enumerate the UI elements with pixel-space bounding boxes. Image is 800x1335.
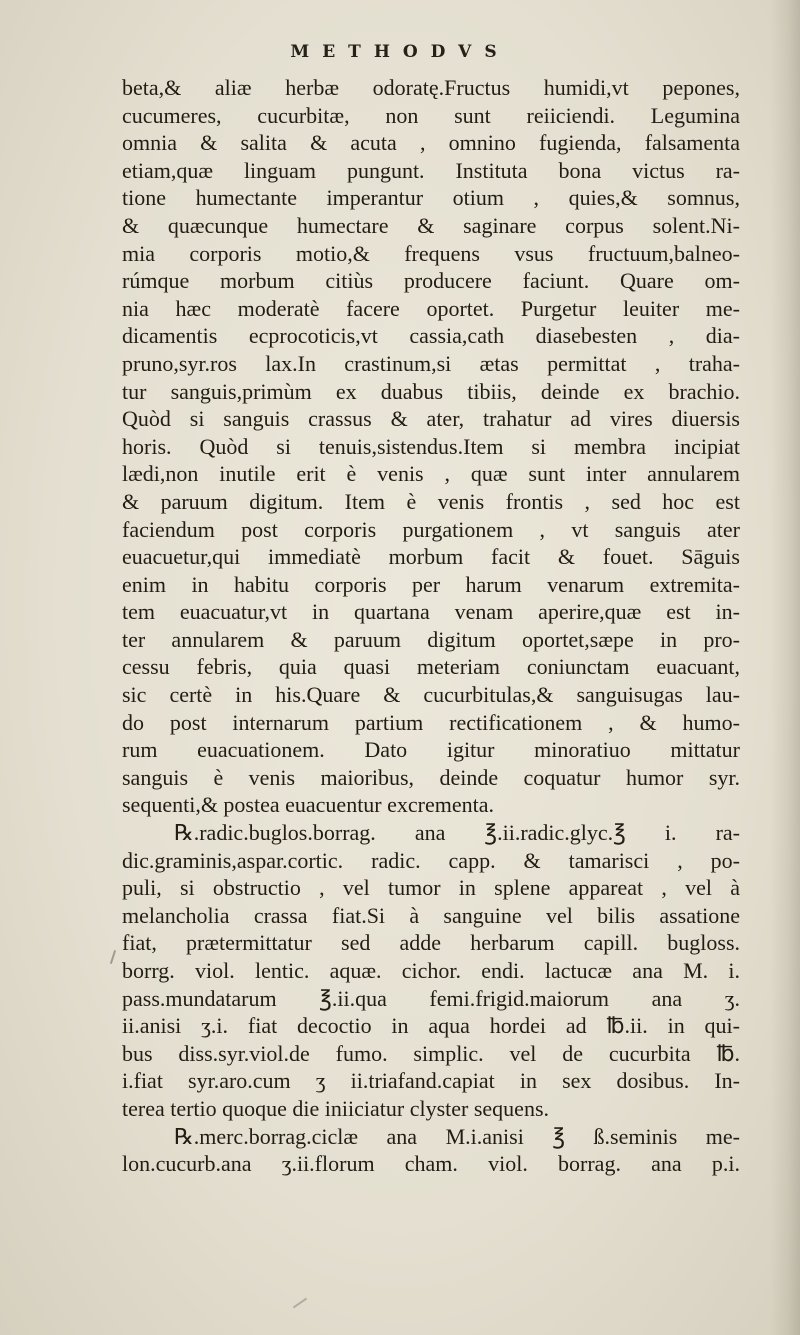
text-line: rum euacuationem. Dato igitur minoratiuo mittatur xyxy=(122,737,740,763)
text-line: cessu febris, quia quasi meteriam coniunctam euacuant, xyxy=(122,654,740,680)
text-line: sic certè in his.Quare & cucurbitulas,& sanguisugas lau- xyxy=(122,682,740,708)
text-line: puli, si obstructio , vel tumor in splene appareat , vel à xyxy=(122,875,740,901)
text-line: fiat, prætermittatur sed adde herbarum capill. bugloss. xyxy=(122,930,740,956)
recipe-line: ℞.merc.borrag.ciclæ ana M.i.anisi ℥ ß.seminis me- xyxy=(174,1123,740,1149)
text-line: bus diss.syr.viol.de fumo. simplic. vel de cucurbita ℔. xyxy=(122,1040,740,1066)
text-line: horis. Quòd si tenuis,sistendus.Item si membra incipiat xyxy=(122,433,740,459)
text-line: terea tertio quoque die iniiciatur clyster sequens. xyxy=(122,1095,550,1121)
text-line: rúmque morbum citiùs producere faciunt. Quare om- xyxy=(122,268,740,294)
text-line: beta,& aliæ herbæ odoratę.Fructus humidi,vt pepones, xyxy=(122,75,740,100)
text-line: borrg. viol. lentic. aquæ. cichor. endi. lactucæ ana M. i. xyxy=(122,958,740,983)
text-line: cucumeres, cucurbitæ, non sunt reiiciendi. Legumina xyxy=(122,102,740,128)
text-line: enim in habitu corporis per harum venarum extremita- xyxy=(122,571,740,597)
text-line: dicamentis ecprocoticis,vt cassia,cath diasebesten , dia- xyxy=(122,323,740,349)
text-line: & paruum digitum. Item è venis frontis , sed hoc est xyxy=(122,488,740,514)
page-gutter-shadow xyxy=(770,0,800,1335)
recipe-line: ℞.radic.buglos.borrag. ana ℥.ii.radic.glyc.℥ i. ra- xyxy=(174,820,740,846)
text-line: pruno,syr.ros lax.In crastinum,si ætas permittat , traha- xyxy=(122,350,740,376)
text-line: lon.cucurb.ana ʒ.ii.florum cham. viol. borrag. ana p.i. xyxy=(122,1151,740,1177)
text-line: & quæcunque humectare & saginare corpus solent.Ni- xyxy=(122,212,740,238)
ink-smudge xyxy=(293,1298,307,1309)
text-line: euacuetur,qui immediatè morbum facit & fouet. Sāguis xyxy=(122,544,740,570)
text-line: tem euacuatur,vt in quartana venam aperire,quæ est in- xyxy=(122,599,740,625)
text-line: tur sanguis,primùm ex duabus tibiis, deinde ex brachio. xyxy=(122,378,740,404)
text-line: pass.mundatarum ℥.ii.qua femi.frigid.maiorum ana ʒ. xyxy=(122,985,740,1011)
text-line: lædi,non inutile erit è venis , quæ sunt inter annularem xyxy=(122,461,740,487)
text-line: sanguis è venis maioribus, deinde coquatur humor syr. xyxy=(122,764,740,790)
running-head: METHODVS xyxy=(290,42,510,62)
text-line: mia corporis motio,& frequens vsus fructuum,balneo- xyxy=(122,240,740,266)
text-line: do post internarum partium rectificationem , & humo- xyxy=(122,709,740,735)
body-text xyxy=(122,74,740,1178)
text-line: faciendum post corporis purgationem , vt sanguis ater xyxy=(122,516,740,542)
text-line: dic.graminis,aspar.cortic. radic. capp. & tamarisci , po- xyxy=(122,847,740,873)
text-line: ter annularem & paruum digitum oportet,sæpe in pro- xyxy=(122,626,740,652)
text-line: etiam,quæ linguam pungunt. Instituta bona victus ra- xyxy=(122,157,740,183)
text-line: ii.anisi ʒ.i. fiat decoctio in aqua hordei ad ℔.ii. in qui- xyxy=(122,1013,740,1039)
margin-mark xyxy=(110,950,116,964)
text-line: i.fiat syr.aro.cum ʒ ii.triafand.capiat in sex dosibus. In- xyxy=(122,1068,740,1094)
text-line: tione humectante imperantur otium , quies,& somnus, xyxy=(122,185,740,211)
text-line: Quòd si sanguis crassus & ater, trahatur ad vires diuersis xyxy=(122,406,740,432)
text-line: nia hæc moderatè facere oportet. Purgetur leuiter me- xyxy=(122,295,740,321)
text-line: melancholia crassa fiat.Si à sanguine vel bilis assatione xyxy=(122,902,740,928)
text-line: sequenti,& postea euacuentur excrementa. xyxy=(122,792,495,818)
text-line: omnia & salita & acuta , omnino fugienda, falsamenta xyxy=(122,130,740,156)
